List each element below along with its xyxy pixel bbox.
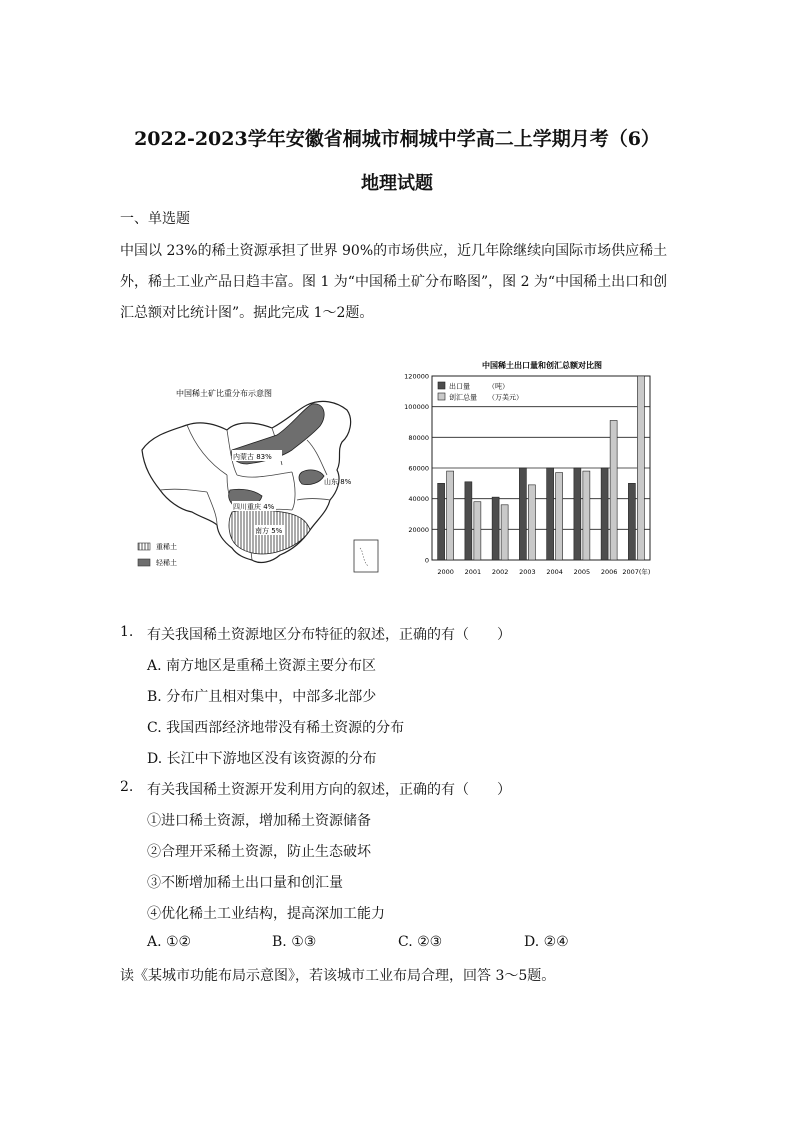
q2-statement-1: ①进口稀土资源，增加稀土资源储备	[147, 813, 371, 829]
y-tick-label: 40000	[408, 495, 429, 504]
question-2-number: 2.	[120, 779, 134, 795]
bar-export-2001	[465, 482, 472, 560]
section-heading: 一、单选题	[120, 211, 190, 227]
bar-revenue-2002	[501, 505, 508, 560]
x-tick-label: 2005	[573, 568, 591, 576]
legend-unit: （吨）	[488, 382, 509, 391]
label-sichuan: 四川重庆 4%	[233, 503, 275, 511]
legend-unit: （万美元）	[488, 393, 523, 402]
chart-title: 中国稀土出口量和创汇总额对比图	[482, 361, 602, 370]
bar-revenue-2001	[474, 502, 481, 560]
q2-statement-3: ③不断增加稀土出口量和创汇量	[147, 875, 343, 891]
q1-option-b: B. 分布广且相对集中，中部多北部少	[147, 689, 377, 705]
x-tick-label: 2002	[491, 568, 509, 576]
x-tick-label: 2007(年)	[622, 568, 651, 576]
legend-swatch	[438, 393, 445, 400]
bar-revenue-2004	[556, 473, 563, 560]
bar-revenue-2003	[528, 485, 535, 560]
x-tick-label: 2001	[464, 568, 482, 576]
map-title: 中国稀土矿比重分布示意图	[176, 389, 272, 398]
question-1-stem: 有关我国稀土资源地区分布特征的叙述，正确的有（ ）	[147, 627, 511, 643]
bar-revenue-2000	[447, 471, 454, 560]
bar-export-2005	[574, 468, 581, 560]
q1-option-a: A. 南方地区是重稀土资源主要分布区	[147, 658, 377, 674]
exam-subtitle: 地理试题	[361, 173, 433, 194]
label-shandong: 山东 8%	[324, 478, 352, 486]
export-bar-chart	[392, 354, 672, 586]
q2-choice-a: A. ①②	[147, 934, 192, 950]
intro-paragraph: 中国以 23%的稀土资源承担了世界 90%的市场供应，近几年除继续向国际市场供应稀土外，稀土工业产品日趋丰富。图 1 为“中国稀土矿分布略图”，图 2 为“中国稀土出口和创汇总额对比统计图”。据此完成 1～2题。	[120, 243, 668, 321]
legend-label: 出口量	[449, 382, 470, 391]
legend-swatch	[438, 382, 445, 389]
q2-choice-b: B. ①③	[272, 934, 317, 950]
exam-title: 2022-2023学年安徽省桐城市桐城中学高二上学期月考（6）	[134, 128, 660, 150]
bar-export-2004	[547, 468, 554, 560]
q2-choice-c: C. ②③	[398, 934, 443, 950]
label-south: 南方 5%	[255, 527, 283, 535]
x-tick-label: 2004	[546, 568, 563, 576]
question-1-number: 1.	[120, 624, 134, 640]
bar-export-2003	[519, 468, 526, 560]
q2-choice-d: D. ②④	[524, 934, 569, 950]
bar-revenue-2007	[637, 376, 644, 560]
bar-export-2002	[492, 497, 499, 560]
x-tick-label: 2003	[519, 568, 536, 576]
south-china-sea-inset	[354, 540, 378, 572]
bar-export-2006	[601, 468, 608, 560]
bar-export-2007	[628, 483, 635, 560]
rare-earth-map	[132, 380, 382, 580]
x-tick-label: 2000	[437, 568, 454, 576]
q2-statement-4: ④优化稀土工业结构，提高深加工能力	[147, 906, 385, 922]
legend-light-label: 轻稀土	[156, 559, 177, 567]
q1-option-d: D. 长江中下游地区没有该资源的分布	[147, 751, 377, 767]
legend-light-swatch	[138, 559, 150, 566]
next-section-intro: 读《某城市功能布局示意图》，若该城市工业布局合理，回答 3～5题。	[120, 968, 556, 984]
legend-heavy-label: 重稀土	[156, 543, 177, 551]
bar-export-2000	[438, 483, 445, 560]
label-inner-mongolia: 内蒙古 83%	[233, 453, 272, 461]
y-tick-label: 60000	[408, 464, 429, 473]
bar-revenue-2005	[583, 471, 590, 560]
y-tick-label: 120000	[404, 372, 429, 381]
y-tick-label: 100000	[404, 403, 429, 412]
q2-statement-2: ②合理开采稀土资源，防止生态破坏	[147, 844, 371, 860]
question-2-stem: 有关我国稀土资源开发利用方向的叙述，正确的有（ ）	[147, 782, 511, 798]
legend-heavy-swatch	[138, 543, 150, 550]
legend-label: 创汇总量	[449, 393, 477, 402]
y-tick-label: 0	[424, 556, 429, 565]
q1-option-c: C. 我国西部经济地带没有稀土资源的分布	[147, 720, 405, 736]
x-tick-label: 2006	[600, 568, 618, 576]
bar-revenue-2006	[610, 420, 617, 560]
y-tick-label: 80000	[408, 433, 429, 442]
y-tick-label: 20000	[408, 525, 429, 534]
